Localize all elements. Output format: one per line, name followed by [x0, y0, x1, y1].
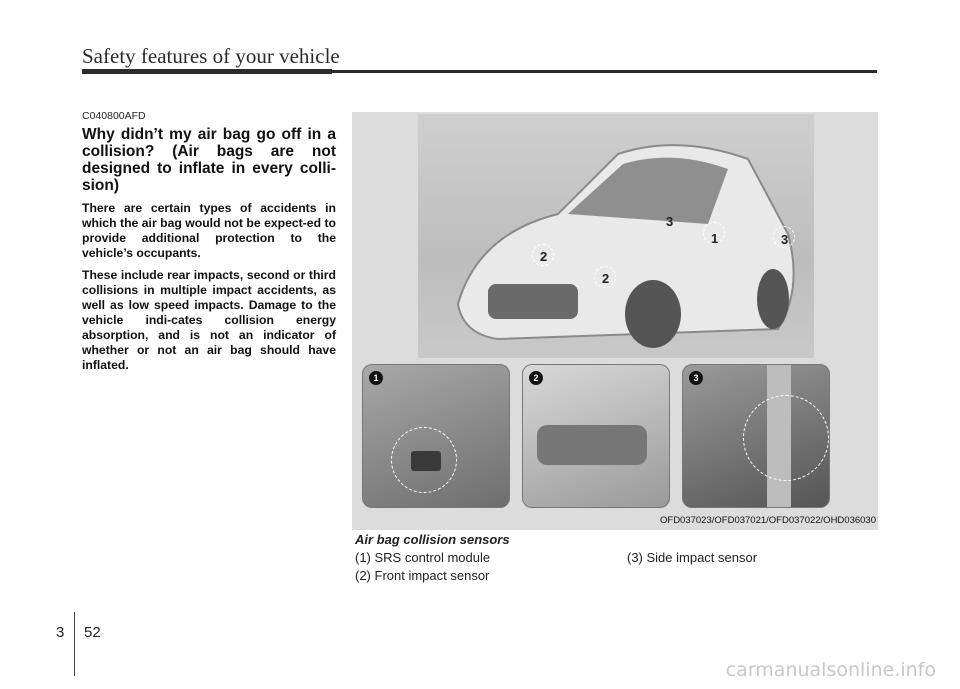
chapter-number: 3 — [56, 624, 65, 641]
caption-item-1: (1) SRS control module — [355, 550, 491, 565]
marker-2a: 2 — [540, 249, 548, 264]
caption-item-3: (3) Side impact sensor — [627, 550, 758, 565]
header-title: Safety features of your vehicle — [82, 44, 340, 68]
panel-front-sensor — [522, 364, 670, 508]
caption-title: Air bag collision sensors — [355, 532, 510, 547]
section-code: C040800AFD — [82, 110, 146, 122]
paragraph-1: There are certain types of accidents in which the air bag would not be expect-ed to provide additional protection to the vehicle’s occupants. — [82, 201, 336, 260]
caption-item-2: (2) Front impact sensor — [355, 568, 490, 583]
figure-code: OFD037023/OFD037021/OFD037022/OHD036030 — [660, 515, 876, 526]
watermark: carmanualsonline.info — [725, 659, 936, 681]
car-illustration — [418, 114, 814, 358]
srs-circle — [391, 427, 457, 493]
marker-1: 1 — [711, 231, 719, 246]
marker-2b: 2 — [602, 271, 610, 286]
marker-3a: 3 — [666, 214, 674, 229]
paragraph-2: These include rear impacts, second or third collisions in multiple impact accidents, as well as low speed impacts. Damage to the vehicle indi-cates collision energy absorption, and is not an indicator of whether or not an air bag should have inflated. — [82, 268, 336, 372]
front-grille-shape — [537, 425, 647, 465]
section-heading: Why didn’t my air bag go off in a collision? (Air bags are not designed to inflate in every colli-sion) — [82, 126, 336, 194]
panel-side-sensor — [682, 364, 830, 508]
side-circle — [743, 395, 829, 481]
panel-badge-3: 3 — [689, 371, 703, 385]
panel-badge-1: 1 — [369, 371, 383, 385]
car-svg — [418, 114, 814, 358]
panel-srs-module — [362, 364, 510, 508]
marker-3b: 3 — [781, 232, 789, 247]
header-rule — [82, 70, 877, 73]
panel-badge-2: 2 — [529, 371, 543, 385]
page-separator — [74, 612, 75, 676]
page-number: 52 — [84, 624, 101, 641]
text-column — [82, 110, 336, 380]
sensor-figure — [352, 112, 878, 530]
